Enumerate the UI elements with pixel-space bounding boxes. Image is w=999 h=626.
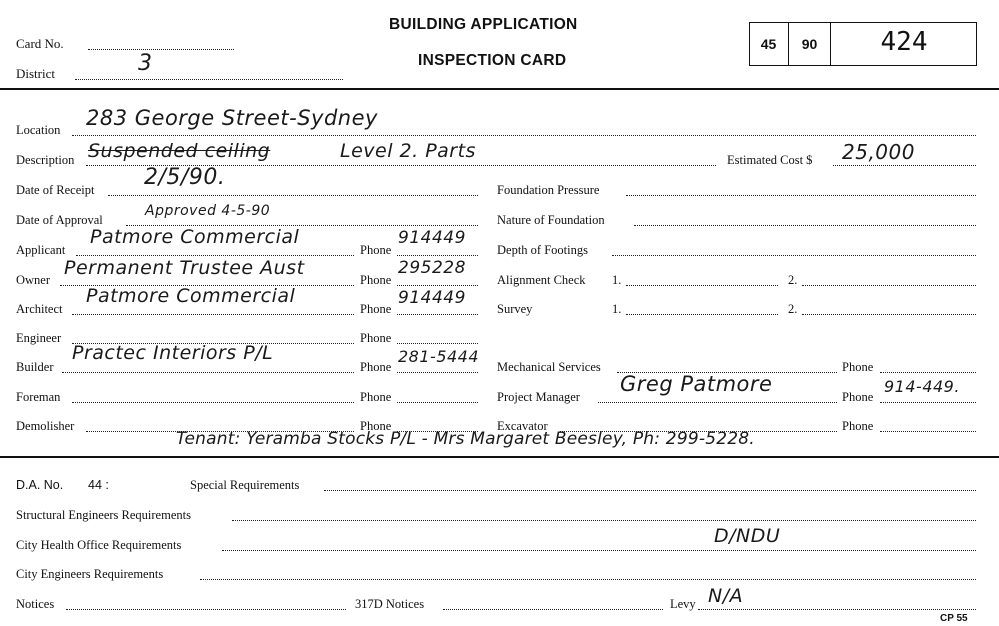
foreman-phone-label: Phone	[360, 390, 392, 404]
city-health-value: D/NDU	[714, 525, 781, 547]
structural-engineers-label: Structural Engineers Requirements	[16, 508, 191, 522]
structural-engineers-line	[232, 520, 976, 521]
mechanical-phone-line	[880, 372, 976, 373]
date-approval-label: Date of Approval	[16, 213, 103, 227]
applicant-value: Patmore Commercial	[90, 226, 300, 248]
builder-label: Builder	[16, 360, 54, 374]
owner-phone-label: Phone	[360, 273, 392, 287]
tenant-note: Tenant: Yeramba Stocks P/L - Mrs Margaret Beesley, Ph: 299-5228.	[176, 429, 755, 449]
engineer-phone-label: Phone	[360, 331, 392, 345]
estimated-cost-value: 25,000	[842, 140, 915, 164]
city-engineers-label: City Engineers Requirements	[16, 567, 164, 581]
excavator-phone-label: Phone	[842, 419, 874, 433]
architect-phone-value: 914449	[398, 288, 466, 308]
project-manager-value: Greg Patmore	[620, 372, 773, 396]
reference-number: 424	[880, 27, 928, 57]
project-manager-phone-line	[880, 402, 976, 403]
architect-line	[72, 314, 354, 315]
estimated-cost-line	[833, 165, 976, 166]
alignment-check-label: Alignment Check	[497, 273, 586, 287]
survey-num-1: 1.	[612, 302, 622, 316]
foundation-pressure-label: Foundation Pressure	[497, 183, 600, 197]
owner-phone-value: 295228	[398, 258, 466, 278]
description-label: Description	[16, 153, 75, 167]
form-subtitle: INSPECTION CARD	[418, 52, 567, 69]
date-receipt-line	[108, 195, 478, 196]
owner-label: Owner	[16, 273, 51, 287]
project-manager-label: Project Manager	[497, 390, 580, 404]
engineer-phone-line	[397, 343, 478, 344]
district-line	[75, 79, 343, 80]
notices-317d-line	[443, 609, 663, 610]
owner-phone-line	[397, 285, 478, 286]
applicant-phone-line	[397, 255, 478, 256]
header-rule	[0, 88, 999, 90]
depth-footings-label: Depth of Footings	[497, 243, 588, 257]
depth-footings-line	[612, 255, 976, 256]
survey-num-2: 2.	[788, 302, 798, 316]
excavator-label: Excavator	[497, 419, 548, 433]
card-no-label: Card No.	[16, 36, 64, 51]
levy-label: Levy	[670, 597, 696, 611]
project-manager-line	[598, 402, 837, 403]
date-receipt-value: 2/5/90.	[144, 165, 226, 190]
card-no-line	[88, 49, 234, 50]
builder-line	[62, 372, 354, 373]
notices-317d-label: 317D Notices	[355, 597, 425, 611]
applicant-line	[76, 255, 354, 256]
district-label: District	[16, 66, 55, 81]
excavator-phone-line	[880, 431, 976, 432]
architect-phone-line	[397, 314, 478, 315]
builder-phone-line	[397, 372, 478, 373]
applicant-phone-value: 914449	[398, 228, 466, 248]
architect-label: Architect	[16, 302, 63, 316]
alignment-line-1	[626, 285, 778, 286]
alignment-line-2	[802, 285, 976, 286]
description-struck: Suspended ceiling	[88, 140, 271, 162]
project-manager-phone-value: 914-449.	[884, 377, 960, 396]
city-health-label: City Health Office Requirements	[16, 538, 182, 552]
description-value: Level 2. Parts	[340, 140, 476, 162]
form-title: BUILDING APPLICATION	[389, 16, 578, 33]
demolisher-label: Demolisher	[16, 419, 75, 433]
builder-value: Practec Interiors P/L	[72, 342, 274, 364]
applicant-label: Applicant	[16, 243, 66, 257]
nature-foundation-label: Nature of Foundation	[497, 213, 605, 227]
demolisher-phone-label: Phone	[360, 419, 392, 433]
levy-line	[698, 609, 976, 610]
mechanical-services-label: Mechanical Services	[497, 360, 601, 374]
levy-value: N/A	[708, 585, 744, 607]
district-value: 3	[138, 51, 153, 76]
foundation-pressure-line	[626, 195, 976, 196]
reference-cell-b: 90	[801, 36, 818, 52]
engineer-label: Engineer	[16, 331, 62, 345]
reference-cell-a: 45	[760, 36, 777, 52]
location-line	[72, 135, 976, 136]
applicant-phone-label: Phone	[360, 243, 392, 257]
date-receipt-label: Date of Receipt	[16, 183, 95, 197]
city-engineers-line	[200, 579, 976, 580]
da-no-value: 44 :	[88, 478, 109, 492]
location-value: 283 George Street-Sydney	[86, 106, 378, 130]
details-rule	[0, 456, 999, 458]
special-requirements-line	[324, 490, 976, 491]
location-label: Location	[16, 123, 61, 137]
foreman-phone-line	[397, 402, 478, 403]
city-health-line	[222, 550, 976, 551]
alignment-num-2: 2.	[788, 273, 798, 287]
survey-line-1	[626, 314, 778, 315]
estimated-cost-label: Estimated Cost $	[727, 153, 813, 167]
notices-line	[66, 609, 346, 610]
builder-phone-value: 281-5444	[398, 347, 480, 366]
architect-value: Patmore Commercial	[86, 285, 296, 307]
special-requirements-label: Special Requirements	[190, 478, 300, 492]
project-manager-phone-label: Phone	[842, 390, 874, 404]
nature-foundation-line	[634, 225, 976, 226]
builder-phone-label: Phone	[360, 360, 392, 374]
form-code: CP 55	[940, 613, 968, 624]
date-approval-value: Approved 4-5-90	[145, 203, 271, 219]
mechanical-phone-label: Phone	[842, 360, 874, 374]
notices-label: Notices	[16, 597, 55, 611]
survey-line-2	[802, 314, 976, 315]
alignment-num-1: 1.	[612, 273, 622, 287]
foreman-label: Foreman	[16, 390, 61, 404]
survey-label: Survey	[497, 302, 533, 316]
foreman-line	[72, 402, 354, 403]
owner-value: Permanent Trustee Aust	[64, 257, 305, 279]
architect-phone-label: Phone	[360, 302, 392, 316]
da-no-label: D.A. No.	[16, 478, 64, 492]
